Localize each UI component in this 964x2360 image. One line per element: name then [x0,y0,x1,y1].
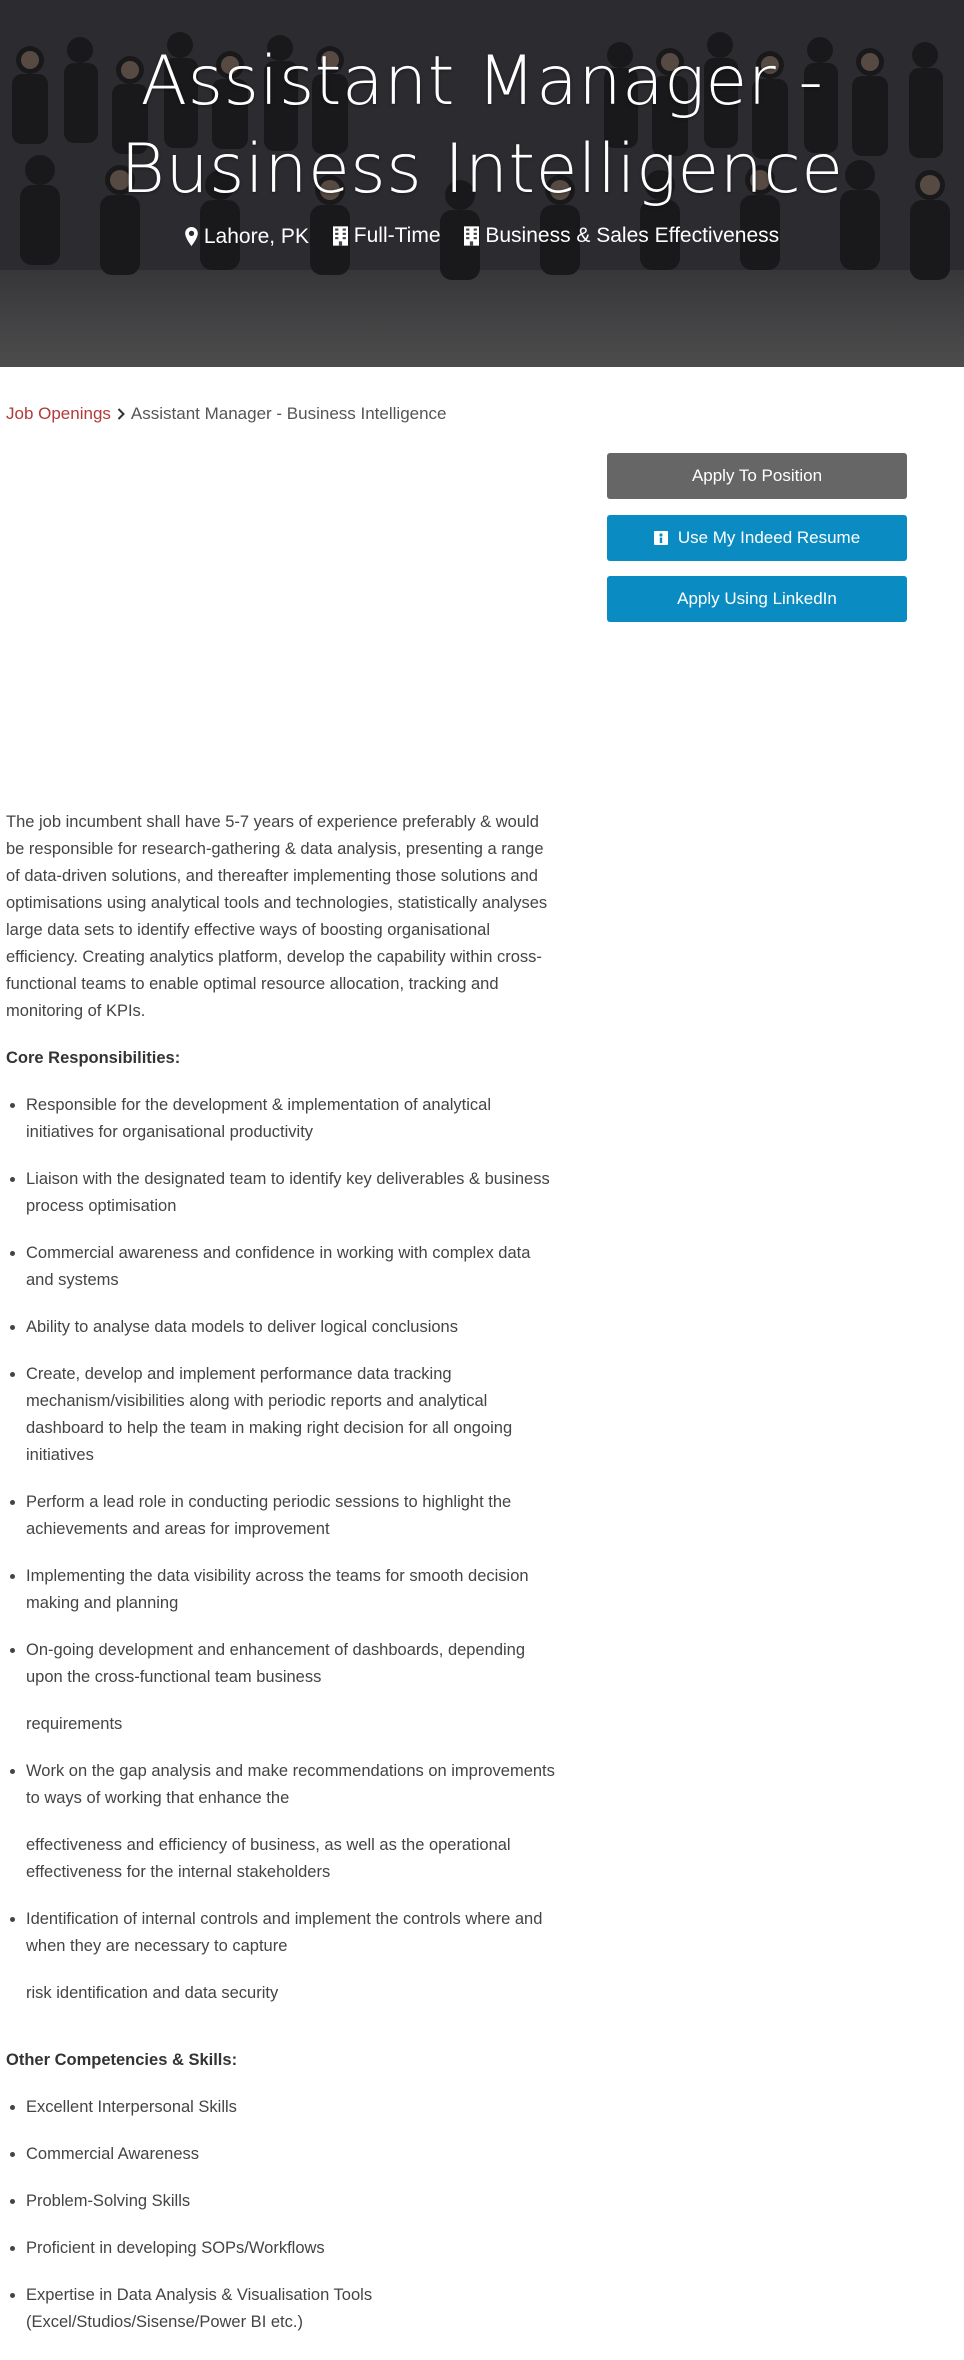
list-item: Create, develop and implement performance data tracking mechanism/visibilities along with periodic reports and analytical dashboard to help the team in making right decision for all ongoing initiatives [6,1361,558,1469]
indeed-icon [654,531,668,545]
hero-banner [0,0,964,367]
job-meta [0,224,964,252]
list-item-continuation: effectiveness and efficiency of business, as well as the operational effectiveness for the internal stakeholders [26,1836,511,1881]
indeed-resume-button[interactable]: Use My Indeed Resume [607,515,907,561]
job-description [6,809,558,2336]
list-item: Work on the gap analysis and make recommendations on improvements to ways of working that enhance the [6,1758,558,1812]
job-location: Lahore, PK [185,225,309,249]
other-competencies-heading: Other Competencies & Skills: [6,2051,238,2069]
chevron-right-icon [117,408,125,420]
core-responsibilities-list [6,1092,558,2007]
list-item: Proficient in developing SOPs/Workflows [6,2235,558,2262]
breadcrumb-job-openings-link[interactable]: Job Openings [6,404,111,423]
list-item: Liaison with the designated team to identify key deliverables & business process optimisation [6,1166,558,1220]
apply-to-position-button[interactable]: Apply To Position [607,453,907,499]
list-item: Ability to analyse data models to deliver logical conclusions [6,1314,558,1341]
map-marker-icon [185,227,198,246]
list-item: Implementing the data visibility across the teams for smooth decision making and planning [6,1563,558,1617]
list-item: Excellent Interpersonal Skills [6,2094,558,2121]
list-item: Expertise in Data Analysis & Visualisation Tools (Excel/Studios/Sisense/Power BI etc.) [6,2282,558,2336]
building-icon [333,226,348,246]
list-item-continuation: requirements [26,1715,123,1733]
list-item-continuation: risk identification and data security [26,1984,279,2002]
building-icon [464,226,479,246]
breadcrumb-current: Assistant Manager - Business Intelligence [130,404,447,423]
job-type: Full-Time [333,224,441,248]
list-item: Problem-Solving Skills [6,2188,558,2215]
core-responsibilities-heading: Core Responsibilities: [6,1049,181,1067]
list-item: Commercial Awareness [6,2141,558,2168]
breadcrumb [6,404,447,424]
list-item: Responsible for the development & implementation of analytical initiatives for organisational productivity [6,1092,558,1146]
list-item: Identification of internal controls and implement the controls where and when they are necessary to capture [6,1906,558,1960]
list-item: Commercial awareness and confidence in working with complex data and systems [6,1240,558,1294]
linkedin-apply-button[interactable]: Apply Using LinkedIn [607,576,907,622]
job-department: Business & Sales Effectiveness [464,224,779,248]
list-item: Perform a lead role in conducting periodic sessions to highlight the achievements and areas for improvement [6,1489,558,1543]
list-item: On-going development and enhancement of dashboards, depending upon the cross-functional team business [6,1637,558,1691]
page-title: Assistant Manager - Business Intelligence [120,42,844,209]
other-competencies-list [6,2094,558,2336]
job-intro: The job incumbent shall have 5-7 years of experience preferably & would be responsible for research-gathering & data analysis, presenting a range of data-driven solutions, and thereafter implementing those solutions and optimisations using analytical tools and technologies, statistically analyses large data sets to identify effective ways of boosting organisational efficiency. Creating analytics platform, develop the capability within cross-functional teams to enable optimal resource allocation, tracking and monitoring of KPIs. [6,813,548,1020]
